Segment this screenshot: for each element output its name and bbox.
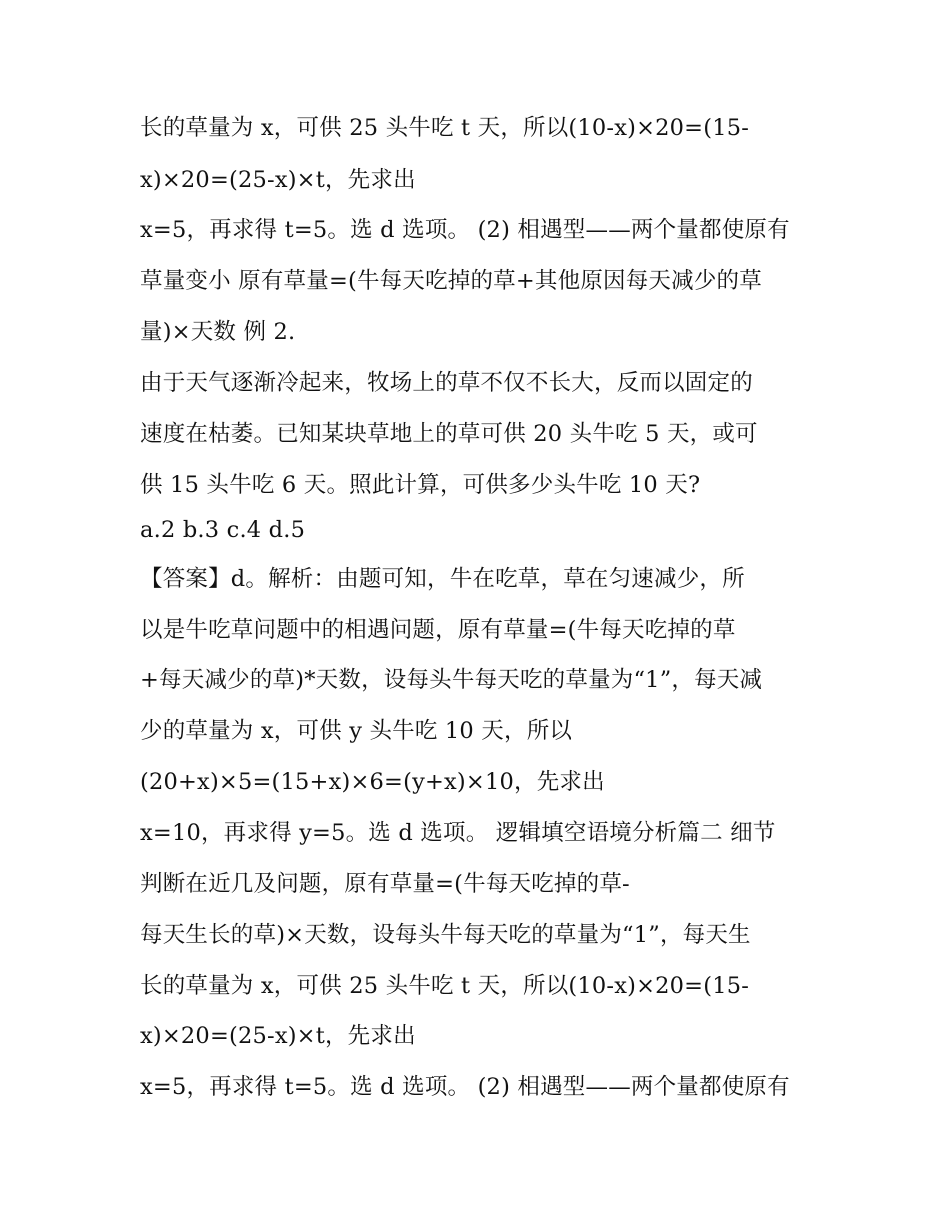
text-line: 【答案】d。解析：由题可知，牛在吃草，草在匀速减少，所 xyxy=(140,566,745,592)
text-line: x)×20=(25-x)×t，先求出 xyxy=(140,1023,416,1049)
text-line: 少的草量为 x，可供 y 头牛吃 10 天，所以 xyxy=(140,718,573,744)
text-line: x)×20=(25-x)×t，先求出 xyxy=(140,167,416,193)
text-line: 供 15 头牛吃 6 天。照此计算，可供多少头牛吃 10 天? xyxy=(140,472,701,498)
text-line: 长的草量为 x，可供 25 头牛吃 t 天，所以(10-x)×20=(15- xyxy=(140,115,750,141)
text-line: x=10，再求得 y=5。选 d 选项。 逻辑填空语境分析篇二 细节 xyxy=(140,820,776,846)
text-line: 量)×天数 例 2. xyxy=(140,319,296,345)
text-line: x=5，再求得 t=5。选 d 选项。 (2) 相遇型——两个量都使原有 xyxy=(140,217,790,243)
answer-options: a.2 b.3 c.4 d.5 xyxy=(140,517,306,543)
text-line: (20+x)×5=(15+x)×6=(y+x)×10，先求出 xyxy=(140,769,605,795)
text-line: 每天生长的草)×天数，设每头牛每天吃的草量为“1”，每天生 xyxy=(140,922,751,948)
text-line: 草量变小 原有草量=(牛每天吃掉的草+其他原因每天减少的草 xyxy=(140,268,762,294)
text-line: 速度在枯萎。已知某块草地上的草可供 20 头牛吃 5 天，或可 xyxy=(140,421,758,447)
text-line: 长的草量为 x，可供 25 头牛吃 t 天，所以(10-x)×20=(15- xyxy=(140,973,750,999)
text-line: 判断在近几及问题，原有草量=(牛每天吃掉的草- xyxy=(140,871,630,897)
text-line: 由于天气逐渐冷起来，牧场上的草不仅不长大，反而以固定的 xyxy=(140,370,753,396)
text-line: x=5，再求得 t=5。选 d 选项。 (2) 相遇型——两个量都使原有 xyxy=(140,1074,790,1100)
text-line: 以是牛吃草问题中的相遇问题，原有草量=(牛每天吃掉的草 xyxy=(140,617,736,643)
text-line: +每天减少的草)*天数，设每头牛每天吃的草量为“1”，每天减 xyxy=(140,667,763,693)
